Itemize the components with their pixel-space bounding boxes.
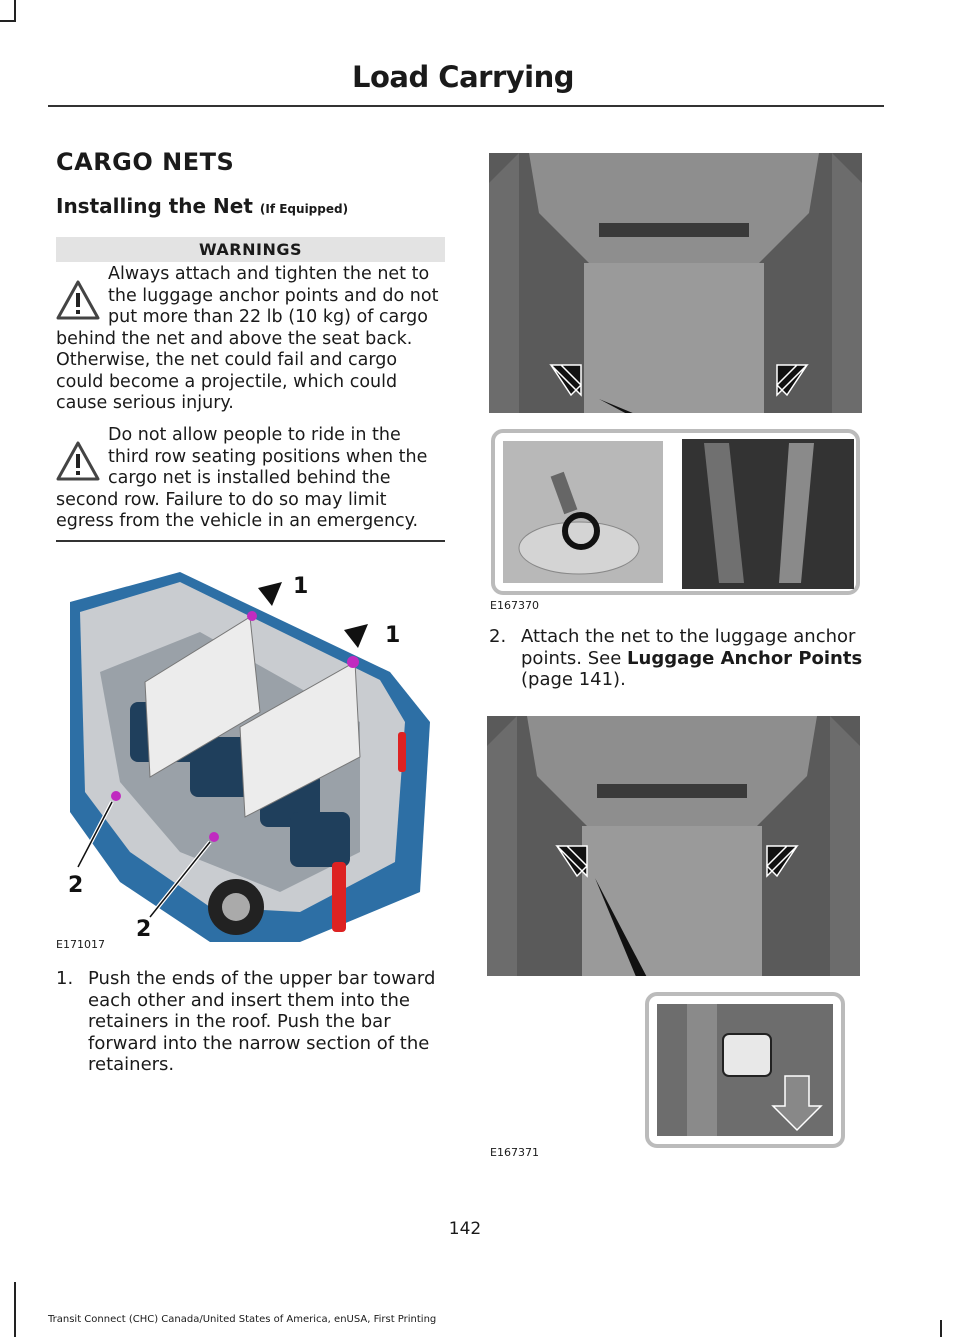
crop-mark-bottom-right-v [940,1320,942,1337]
page-footer: Transit Connect (CHC) Canada/United States of America, enUSA, First Printing [48,1314,437,1325]
warning-line: Always attach and tighten the net to [108,264,430,284]
callout-label: 1 [385,623,401,648]
warning-triangle-icon [56,441,100,481]
step-2 [489,626,881,691]
crop-mark-top-left-v [14,0,16,22]
cargo-area-illustration [489,153,863,595]
retainer-illustration [487,716,861,1150]
step-1 [56,968,448,1076]
warning-line: egress from the vehicle in an emergency. [56,511,419,531]
warnings-end-rule [56,540,445,542]
crop-mark-bottom-left-v [14,1282,16,1337]
warning-line: the luggage anchor points and do not [108,285,439,306]
warning-line: Otherwise, the net could fail and cargo [56,350,398,370]
warning-line: could become a projectile, which could [56,371,398,392]
step-line: forward into the narrow section of the [88,1032,430,1054]
warning-item-1 [56,264,448,415]
crop-mark-top-left-h [0,20,16,22]
header-rule [48,105,884,107]
warning-line: Do not allow people to ride in the [108,425,401,445]
warning-text-1 [56,264,448,415]
step-line: retainers. [88,1054,175,1075]
step-line: (page 141). [521,669,626,690]
warnings-heading: WARNINGS [198,240,303,259]
warning-line: behind the net and above the seat back. [56,328,413,349]
warning-line: second row. Failure to do so may limit [56,489,387,510]
warning-item-2 [56,425,448,533]
subsection-title [56,194,348,218]
figure-code: E167370 [490,599,539,612]
warning-line: cargo net is installed behind the [108,468,391,488]
figure-code: E167371 [490,1146,539,1159]
warning-line: cause serious injury. [56,393,234,413]
running-header-title: Load Carrying [351,60,574,94]
step-number: 2. [489,626,507,647]
warning-line: third row seating positions when the [108,446,428,467]
step-line: Attach the net to the luggage anchor [521,626,856,647]
subsection-title-text: Installing the Net [56,194,253,218]
step-line: retainers in the roof. Push the bar [88,1011,391,1032]
step-line [489,648,881,670]
section-title: CARGO NETS [56,148,235,176]
page-number: 142 [448,1219,482,1239]
warning-triangle-icon [56,280,100,320]
step-number: 1. [56,968,74,989]
callout-label: 2 [136,917,152,942]
subsection-note: (If Equipped) [259,202,349,216]
step-line: each other and insert them into the [88,989,410,1011]
step-line: Push the ends of the upper bar toward [88,968,436,989]
warning-text-2 [56,425,448,533]
callout-label: 2 [68,873,84,898]
step-text: points. See [521,647,628,669]
callout-label: 1 [293,574,309,599]
vehicle-cutaway-illustration [60,562,432,948]
cross-reference-link[interactable]: Luggage Anchor Points [627,647,863,669]
figure-code: E171017 [56,938,105,951]
warning-line: put more than 22 lb (10 kg) of cargo [108,307,428,327]
warnings-heading-bar [56,237,445,262]
